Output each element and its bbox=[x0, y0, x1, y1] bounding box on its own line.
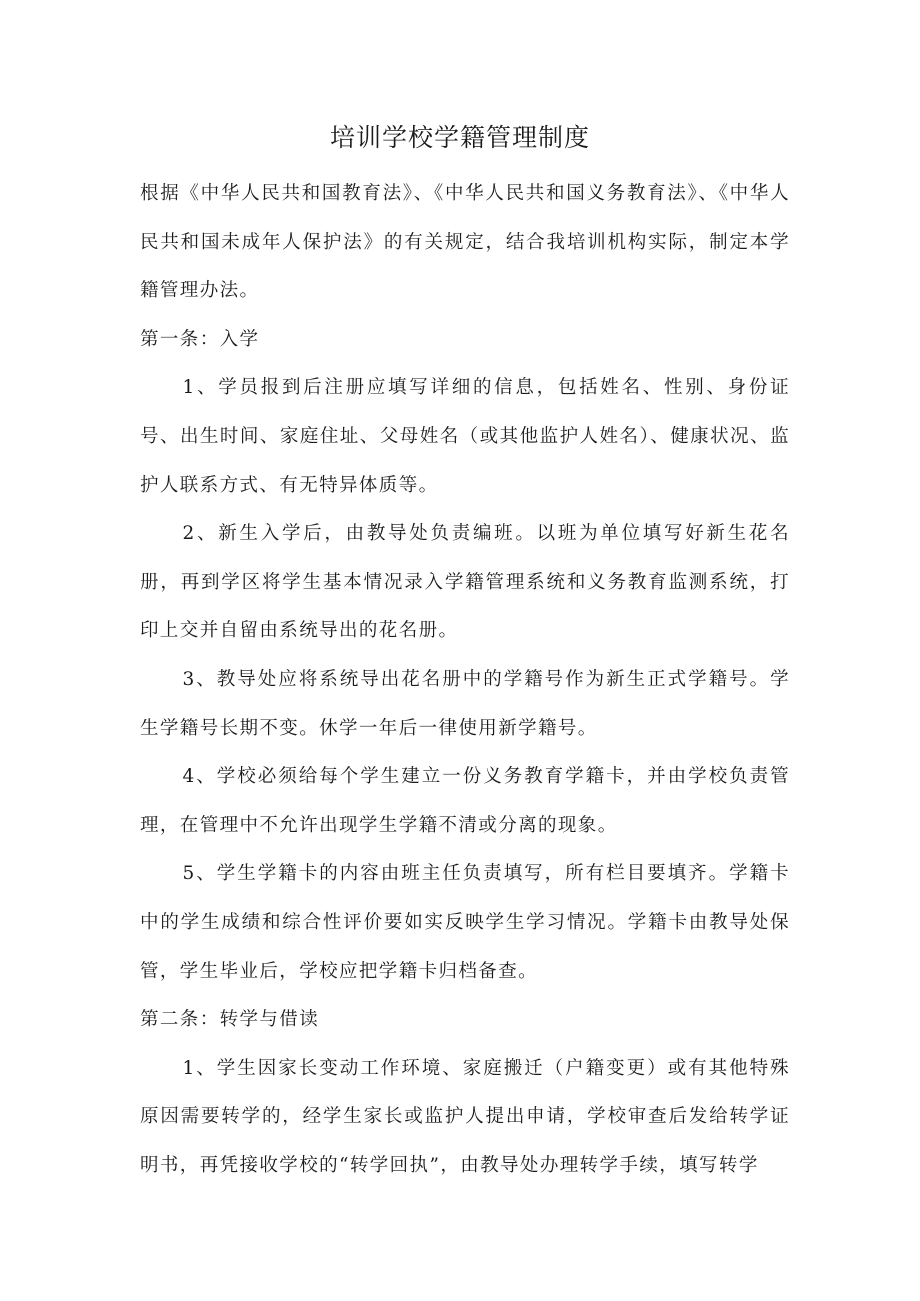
section-heading-transfer: 第二条：转学与借读 bbox=[140, 1009, 320, 1031]
admission-item-2: 2、新生入学后，由教导处负责编班。以班为单位填写好新生花名册，再到学区将学生基本情况录入学籍管理系统和义务教育监测系统，打印上交并自留由系统导出的花名册。 bbox=[140, 523, 790, 642]
admission-item-5: 5、学生学籍卡的内容由班主任负责填写，所有栏目要填齐。学籍卡中的学生成绩和综合性评价要如实反映学生学习情况。学籍卡由教导处保管，学生毕业后，学校应把学籍卡归档备查。 bbox=[140, 863, 790, 982]
admission-item-4: 4、学校必须给每个学生建立一份义务教育学籍卡，并由学校负责管理，在管理中不允许出现学生学籍不清或分离的现象。 bbox=[140, 766, 790, 836]
admission-item-3: 3、教导处应将系统导出花名册中的学籍号作为新生正式学籍号。学生学籍号长期不变。休学一年后一律使用新学籍号。 bbox=[140, 668, 790, 739]
admission-item-1: 1、学员报到后注册应填写详细的信息，包括姓名、性别、身份证号、出生时间、家庭住址、父母姓名（或其他监护人姓名）、健康状况、监护人联系方式、有无特异体质等。 bbox=[140, 377, 790, 496]
transfer-item-1: 1、学生因家长变动工作环境、家庭搬迁（户籍变更）或有其他特殊原因需要转学的，经学生家长或监护人提出申请，学校审查后发给转学证明书，再凭接收学校的“转学回执”，由教导处办理转学手续，填写转学 bbox=[140, 1057, 790, 1176]
section-heading-admission: 第一条：入学 bbox=[140, 328, 260, 350]
document-body bbox=[140, 170, 790, 1190]
document-title: 培训学校学籍管理制度 bbox=[329, 123, 590, 152]
intro-paragraph: 根据《中华人民共和国教育法》、《中华人民共和国义务教育法》、《中华人民共和国未成年人保护法》的有关规定，结合我培训机构实际，制定本学籍管理办法。 bbox=[140, 183, 790, 302]
